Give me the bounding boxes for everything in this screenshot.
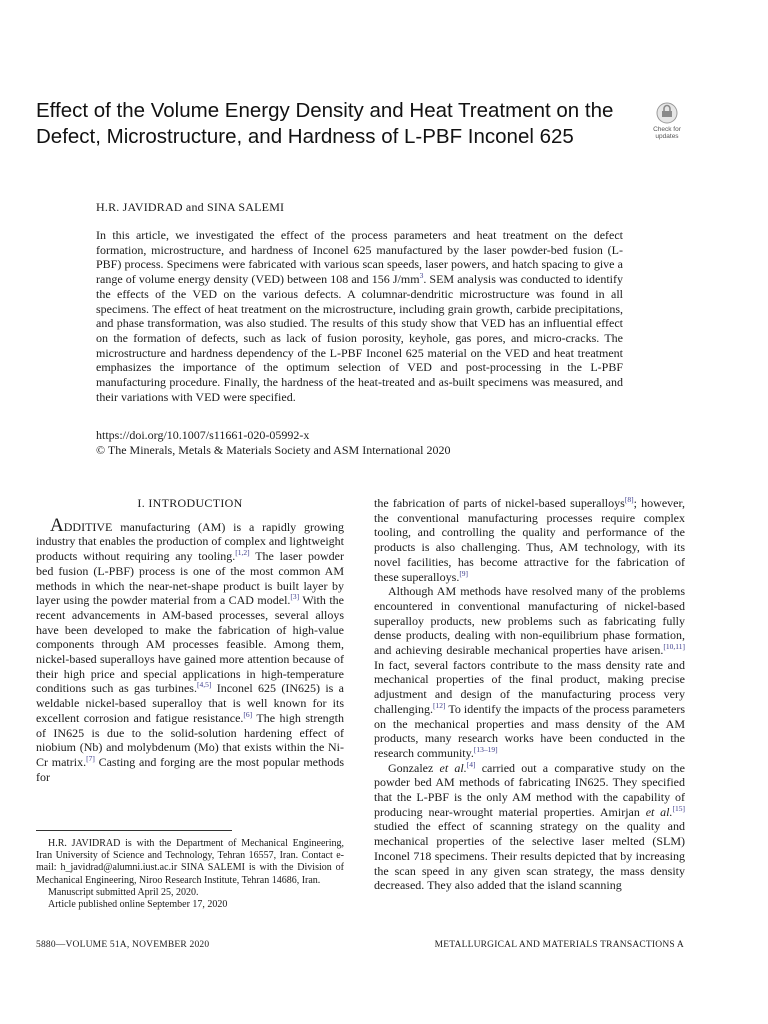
body-paragraph-2 <box>374 584 685 760</box>
left-column <box>36 496 344 784</box>
abstract-superscript: 3 <box>419 271 424 281</box>
badge-line-2: updates <box>655 133 679 140</box>
citation-ref[interactable]: [7] <box>86 753 95 763</box>
published-online: Article published online September 17, 2020 <box>48 899 228 911</box>
citation-ref[interactable]: [4] <box>466 759 476 769</box>
section-heading-introduction: I. INTRODUCTION <box>137 496 243 510</box>
citation-ref[interactable]: [12] <box>432 700 446 710</box>
et-al: et al. <box>645 804 673 819</box>
body-text: carried out a comparative study on the powder bed AM methods of fabricating IN625. They specified that the L-PBF is the only AM method with the capability of producing near-wrought material properties. Amirjan <box>374 760 685 819</box>
body-text: To identify the impacts of the process parameters on the mechanical properties and mass density of the AM products, many research works have been conducted in the research community. <box>374 701 685 760</box>
abstract-part-1: In this article, we investigated the effect of the process parameters and heat treatment on the defect formation, microstructure, and hardness of Inconel 625 manufactured by the laser powder-bed fusion (L-PBF) process. Specimens were fabricated with various scan speeds, laser powers, and hatch spacing to give a range of volume energy density (VED) between 108 and 156 J/mm <box>96 228 623 287</box>
author-list: H.R. JAVIDRAD and SINA SALEMI <box>96 200 285 214</box>
copyright-notice: © The Minerals, Metals & Materials Society and ASM International 2020 <box>96 443 451 457</box>
body-text: studied the effect of scanning strategy on the quality and mechanical properties of the selective laser melted (SLM) Inconel 718 specimens. Their results depicted that by increasing the scan speed in any given scan strategy, the mass density decreased. They also added that the island scanning <box>374 819 685 893</box>
badge-line-1: Check for <box>653 126 681 133</box>
intro-sentence: The laser powder bed fusion (L-PBF) process is one of the most common AM methods in which the near-net-shape product is built layer by layer using the powder material from a CAD model. <box>36 549 344 608</box>
body-text: In fact, several factors contribute to the mass density rate and mechanical properties of the final product, making precise adjustment and design of the manufacturing process very challenging. <box>374 657 685 716</box>
intro-sentence: With the recent advancements in AM-based processes, several alloys have been developed to make the fabrication of high-value components through AM processes feasible. Among them, nickel-based superalloys have gained more attention because of their high price and special applications in high-temperature conditions such as gas turbines. <box>36 593 344 696</box>
author-footnote <box>36 838 344 911</box>
abstract-part-2: . SEM analysis was conducted to identify the effects of the VED on the various defects. A columnar-dendritic microstructure was found in all specimens. The effect of heat treatment on the microstructure, including grain growth, carbide precipitations, and phase transformation, was also studied. The results of this study show that VED has an influential effect on the formation of defects, such as lack of fusion porosity, keyhole, gas pores, and micro-cracks. The microstructure and hardness dependency of the L-PBF Inconel 625 material on the VED and heat treatment emphasizes the importance of the optimum selection of VED and post-processing in the L-PBF manufacturing procedure. Finally, the hardness of the heat-treated and as-built specimens was measured, and their variations with VED were specified. <box>96 272 623 404</box>
citation-ref[interactable]: [13–19] <box>473 744 498 754</box>
intro-paragraph <box>36 514 344 785</box>
page-footer-volume: 5880—VOLUME 51A, NOVEMBER 2020 <box>36 940 210 950</box>
article-title: Effect of the Volume Energy Density and Heat Treatment on the Defect, Microstructure, and Hardness of L-PBF Inconel 625 <box>36 99 614 148</box>
citation-ref[interactable]: [4,5] <box>196 680 212 690</box>
check-updates-icon <box>656 102 678 124</box>
body-paragraph-1 <box>374 496 685 584</box>
citation-ref[interactable]: [8] <box>624 495 634 504</box>
citation-ref[interactable]: [15] <box>672 803 685 813</box>
citation-ref[interactable]: [6] <box>243 709 253 719</box>
footnote-divider <box>36 830 232 831</box>
body-text: the fabrication of parts of nickel-based superalloys <box>374 496 625 510</box>
manuscript-submitted: Manuscript submitted April 25, 2020. <box>48 886 199 898</box>
body-paragraph-3 <box>374 761 685 893</box>
affiliation-note: H.R. JAVIDRAD is with the Department of Mechanical Engineering, Iran University of Science and Technology, Tehran 16557, Iran. Contact e-mail: h_javidrad@alumni.iust.ac.ir SINA SALEMI is with the Division of Mechanical Engineering, Niroo Research Institute, Tehran 14686, Iran. <box>36 838 344 886</box>
intro-sentence: Inconel 625 (IN625) is a weldable nickel-based superalloy that is well known for its excellent corrosion and fatigue resistance. <box>36 681 344 725</box>
page-footer-journal: METALLURGICAL AND MATERIALS TRANSACTIONS A <box>434 940 684 950</box>
citation-ref[interactable]: [10,11] <box>663 642 685 652</box>
right-column <box>374 496 685 893</box>
citation-ref[interactable]: [9] <box>459 568 469 578</box>
body-text: Although AM methods have resolved many of the problems encountered in conventional manufacturing of nickel-based superalloy products, new problems such as fabricating fully dense products, dealing with non-equilibrium phase formation, and achieving desirable mechanical properties have arisen. <box>374 584 685 658</box>
intro-sentence: The high strength of IN625 is due to the solid-solution hardening effect of niobium (Nb) and molybdenum (Mo) that exists within the Ni-Cr matrix. <box>36 710 344 769</box>
doi-link[interactable]: https://doi.org/10.1007/s11661-020-05992-x <box>96 428 310 442</box>
body-text: Gonzalez <box>388 760 440 775</box>
drop-cap: A <box>50 514 64 536</box>
intro-sentence: manufacturing (AM) is a rapidly growing industry that enables the production of complex and lightweight products without requiring any tooling. <box>36 519 344 564</box>
intro-sentence: Casting and forging are the most popular methods for <box>36 754 344 784</box>
citation-ref[interactable]: [3] <box>290 592 300 602</box>
doi-block <box>96 428 623 458</box>
check-for-updates-badge[interactable] <box>644 102 690 140</box>
intro-smallcaps: DDITIVE <box>63 519 113 534</box>
citation-ref[interactable]: [1,2] <box>235 548 250 558</box>
et-al: et al. <box>439 760 467 775</box>
body-text: ; however, the conventional manufacturing processes require complex tooling, and controlling the quality and performance of the products is also challenging. Thus, AM technology, with its novel facilities, has become attractive for the fabrication of these superalloys. <box>374 496 686 584</box>
abstract <box>96 228 623 404</box>
